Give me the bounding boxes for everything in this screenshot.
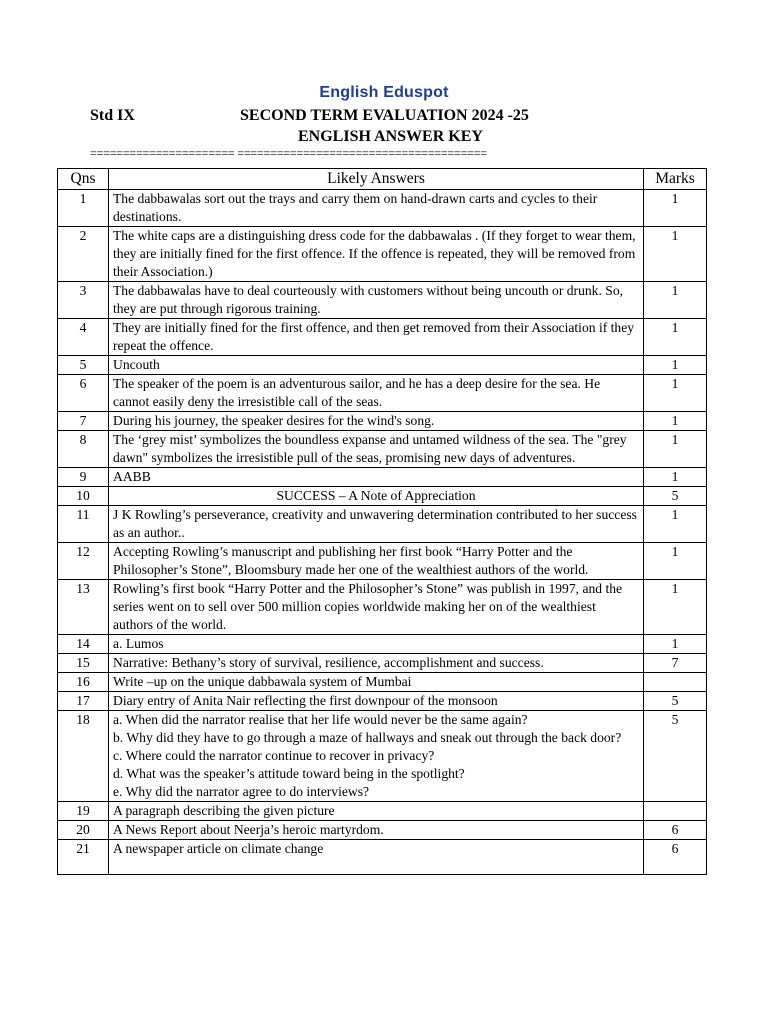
table-row	[58, 673, 707, 692]
answer-cell: SUCCESS – A Note of Appreciation	[109, 487, 644, 506]
table-header-row	[58, 169, 707, 190]
class-label: Std IX	[90, 107, 135, 124]
table-row	[58, 543, 707, 580]
table-row	[58, 412, 707, 431]
marks-cell: 1	[644, 356, 707, 375]
answer-cell: Accepting Rowling’s manuscript and publishing her first book “Harry Potter and the Philosopher’s Stone”, Bloomsbury made her one of the wealthiest authors of the world.	[109, 543, 644, 580]
table-row	[58, 692, 707, 711]
question-number: 10	[58, 487, 109, 506]
answer-line: b. Why did they have to go through a maze of hallways and sneak out through the back door?	[113, 730, 622, 745]
marks-cell: 1	[644, 635, 707, 654]
answer-cell: They are initially fined for the first offence, and then get removed from their Association if they repeat the offence.	[109, 319, 644, 356]
answer-cell: During his journey, the speaker desires for the wind's song.	[109, 412, 644, 431]
marks-cell: 1	[644, 580, 707, 635]
marks-cell: 1	[644, 282, 707, 319]
table-row	[58, 580, 707, 635]
question-number: 19	[58, 802, 109, 821]
table-row	[58, 635, 707, 654]
answer-cell: Diary entry of Anita Nair reflecting the first downpour of the monsoon	[109, 692, 644, 711]
question-number: 9	[58, 468, 109, 487]
question-number: 6	[58, 375, 109, 412]
divider-rule: ====================== ======================================	[90, 146, 487, 160]
question-number: 11	[58, 506, 109, 543]
table-row	[58, 821, 707, 840]
marks-cell: 7	[644, 654, 707, 673]
marks-cell: 1	[644, 506, 707, 543]
table-row	[58, 319, 707, 356]
question-number: 1	[58, 190, 109, 227]
question-number: 2	[58, 227, 109, 282]
table-row	[58, 375, 707, 412]
marks-cell: 1	[644, 319, 707, 356]
question-number: 18	[58, 711, 109, 802]
answer-cell: Narrative: Bethany’s story of survival, resilience, accomplishment and success.	[109, 654, 644, 673]
marks-cell: 5	[644, 487, 707, 506]
column-header-answers: Likely Answers	[109, 169, 644, 190]
answer-line: e. Why did the narrator agree to do interviews?	[113, 784, 370, 799]
answer-line: d. What was the speaker’s attitude toward being in the spotlight?	[113, 766, 465, 781]
table-row	[58, 431, 707, 468]
marks-cell	[644, 673, 707, 692]
question-number: 13	[58, 580, 109, 635]
answer-cell: a. Lumos	[109, 635, 644, 654]
table-row	[58, 711, 707, 802]
table-row	[58, 802, 707, 821]
question-number: 5	[58, 356, 109, 375]
answer-cell: AABB	[109, 468, 644, 487]
answer-cell: A newspaper article on climate change	[109, 840, 644, 875]
marks-cell: 6	[644, 840, 707, 875]
marks-cell: 5	[644, 692, 707, 711]
marks-cell: 1	[644, 375, 707, 412]
answer-cell: The dabbawalas have to deal courteously with customers without being uncouth or drunk. So, they are put through rigorous training.	[109, 282, 644, 319]
table-row	[58, 654, 707, 673]
answer-cell: A News Report about Neerja’s heroic martyrdom.	[109, 821, 644, 840]
exam-subtitle: ENGLISH ANSWER KEY	[298, 128, 483, 145]
marks-cell: 5	[644, 711, 707, 802]
table-row	[58, 468, 707, 487]
question-number: 20	[58, 821, 109, 840]
table-row	[58, 282, 707, 319]
answer-cell: Uncouth	[109, 356, 644, 375]
marks-cell: 1	[644, 412, 707, 431]
question-number: 17	[58, 692, 109, 711]
answer-cell: The ‘grey mist’ symbolizes the boundless expanse and untamed wildness of the sea. The "grey dawn" symbolizes the irresistible pull of the seas, promising new days of adventures.	[109, 431, 644, 468]
question-number: 3	[58, 282, 109, 319]
question-number: 12	[58, 543, 109, 580]
column-header-marks: Marks	[644, 169, 707, 190]
answer-cell: The dabbawalas sort out the trays and carry them on hand-drawn carts and cycles to their destinations.	[109, 190, 644, 227]
question-number: 8	[58, 431, 109, 468]
column-header-qns: Qns	[58, 169, 109, 190]
question-number: 4	[58, 319, 109, 356]
question-number: 15	[58, 654, 109, 673]
table-row	[58, 506, 707, 543]
question-number: 7	[58, 412, 109, 431]
exam-title: SECOND TERM EVALUATION 2024 -25	[240, 107, 529, 124]
question-number: 16	[58, 673, 109, 692]
table-row	[58, 356, 707, 375]
brand-logo-text: English Eduspot	[319, 84, 449, 101]
answer-cell: J K Rowling’s perseverance, creativity and unwavering determination contributed to her success as an author..	[109, 506, 644, 543]
answer-key-table	[57, 168, 707, 875]
table-row	[58, 840, 707, 875]
marks-cell: 1	[644, 431, 707, 468]
question-number: 21	[58, 840, 109, 875]
answer-cell: Write –up on the unique dabbawala system of Mumbai	[109, 673, 644, 692]
answer-cell: The speaker of the poem is an adventurous sailor, and he has a deep desire for the sea. He cannot easily deny the irresistible call of the seas.	[109, 375, 644, 412]
answer-cell: Rowling’s first book “Harry Potter and the Philosopher’s Stone” was publish in 1997, and the series went on to sell over 500 million copies worldwide making her on of the wealthiest authors of the world.	[109, 580, 644, 635]
marks-cell: 6	[644, 821, 707, 840]
answer-line: c. Where could the narrator continue to recover in privacy?	[113, 748, 435, 763]
table-row	[58, 227, 707, 282]
marks-cell: 1	[644, 468, 707, 487]
marks-cell	[644, 802, 707, 821]
marks-cell: 1	[644, 543, 707, 580]
question-number: 14	[58, 635, 109, 654]
answer-cell: The white caps are a distinguishing dress code for the dabbawalas . (If they forget to wear them, they are initially fined for the first offence. If the offence is repeated, they will be removed from their Association.)	[109, 227, 644, 282]
answer-cell: A paragraph describing the given picture	[109, 802, 644, 821]
answer-cell	[109, 711, 644, 802]
table-row	[58, 487, 707, 506]
answer-line: a. When did the narrator realise that her life would never be the same again?	[113, 712, 528, 727]
marks-cell: 1	[644, 190, 707, 227]
marks-cell: 1	[644, 227, 707, 282]
table-row	[58, 190, 707, 227]
